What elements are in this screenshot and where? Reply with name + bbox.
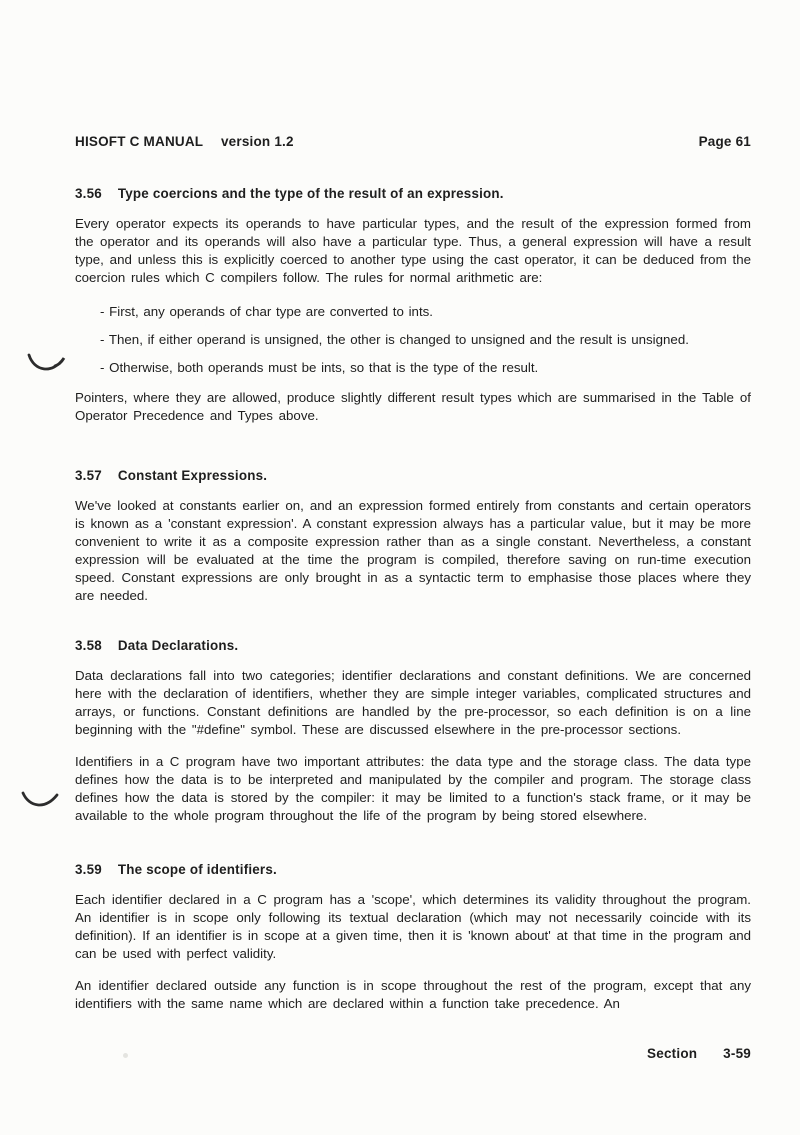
section-number: 3.59	[75, 862, 102, 877]
bullet-list	[75, 303, 751, 377]
page-number: Page 61	[698, 134, 751, 149]
bullet-item: - Then, if either operand is unsigned, the other is changed to unsigned and the result is unsigned.	[100, 332, 689, 347]
footer-section-number: 3-59	[723, 1046, 751, 1061]
section-heading	[75, 638, 751, 653]
page-footer	[75, 1046, 751, 1061]
section-3-56	[75, 186, 751, 425]
page-content	[75, 0, 751, 1061]
section-title: Data Declarations.	[117, 638, 239, 653]
paragraph: We've looked at constants earlier on, and an expression formed entirely from constants and certain operators is known as a 'constant expression'. A constant expression always has a particular value, but it may be more convenient to write it as a composite expression rather than as a single constant. Nevertheless, a constant expression will be evaluated at the time the program is compiled, therefore saving on run-time execution speed. Constant expressions are only brought in as a syntactic term to emphasise those places where they are needed.	[75, 498, 751, 603]
bullet-item: - First, any operands of char type are converted to ints.	[100, 304, 433, 319]
paragraph: An identifier declared outside any function is in scope throughout the rest of the program, except that any identifiers with the same name which are declared within a function take precedence. An	[75, 978, 751, 1011]
section-title: The scope of identifiers.	[117, 862, 277, 877]
paragraph: Pointers, where they are allowed, produce slightly different result types which are summarised in the Table of Operator Precedence and Types above.	[75, 390, 751, 423]
pen-curve-mark	[19, 786, 63, 816]
section-number: 3.57	[75, 468, 102, 483]
section-heading	[75, 186, 751, 201]
section-3-58	[75, 638, 751, 825]
footer-section-label: Section	[647, 1046, 698, 1061]
section-heading	[75, 862, 751, 877]
section-number: 3.58	[75, 638, 102, 653]
manual-title-group	[75, 134, 294, 149]
paragraph: Each identifier declared in a C program has a 'scope', which determines its validity throughout the program. An identifier is in scope only following its textual declaration (which may not necessarily coincide with its definition). If an identifier is in scope at a given time, then it is 'known about' at that time in the program and can be used with perfect validity.	[75, 892, 751, 961]
section-title: Type coercions and the type of the result of an expression.	[117, 186, 504, 201]
section-3-57	[75, 468, 751, 605]
bullet-item: - Otherwise, both operands must be ints, so that is the type of the result.	[100, 360, 539, 375]
section-heading	[75, 468, 751, 483]
section-3-59	[75, 862, 751, 1013]
section-number: 3.56	[75, 186, 102, 201]
paragraph: Identifiers in a C program have two important attributes: the data type and the storage class. The data type defines how the data is to be interpreted and manipulated by the compiler and program. The storage class defines how the data is stored by the compiler: it may be limited to a function's stack frame, or it may be available to the whole program throughout the life of the program by being stored elsewhere.	[75, 754, 751, 823]
paragraph: Every operator expects its operands to have particular types, and the result of the expression formed from the operator and its operands will also have a particular type. Thus, a general expression will have a result type, and unless this is explicitly coerced to another type using the cast operator, it can be deduced from the coercion rules which C compilers follow. The rules for normal arithmetic are:	[75, 216, 751, 285]
page-header	[75, 134, 751, 149]
paragraph: Data declarations fall into two categories; identifier declarations and constant definitions. We are concerned here with the declaration of identifiers, whether they are simple integer variables, complicated structures and arrays, or functions. Constant definitions are handled by the pre-processor, so each definition is on a line beginning with the "#define" symbol. These are discussed elsewhere in the pre-processor sections.	[75, 668, 751, 737]
section-title: Constant Expressions.	[117, 468, 268, 483]
manual-title: HISOFT C MANUAL	[75, 134, 203, 149]
manual-version: version 1.2	[220, 134, 294, 149]
pen-curve-mark	[25, 350, 69, 380]
